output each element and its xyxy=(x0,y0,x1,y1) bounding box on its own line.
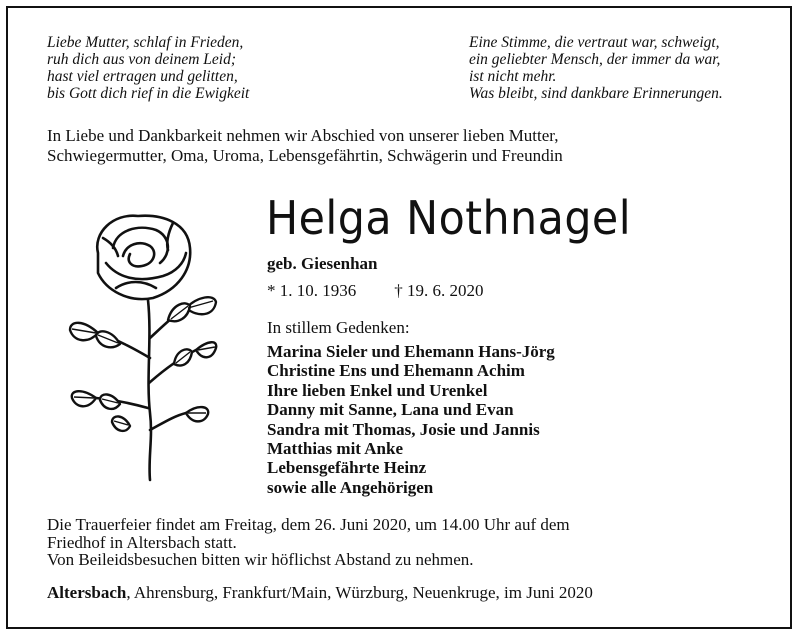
intro-line: In Liebe und Dankbarkeit nehmen wir Abschied von unserer lieben Mutter, xyxy=(47,126,559,145)
birth-name: geb. Giesenhan xyxy=(267,254,378,273)
poem-right-line: Eine Stimme, die vertraut war, schweigt, xyxy=(469,34,720,51)
poem-right-line: Was bleibt, sind dankbare Erinnerungen. xyxy=(469,85,723,102)
mourner-line: Danny mit Sanne, Lana und Evan xyxy=(267,400,514,420)
intro-text xyxy=(47,126,563,166)
mourner-line: Christine Ens und Ehemann Achim xyxy=(267,361,525,381)
memory-heading: In stillem Gedenken: xyxy=(267,318,410,337)
rose-icon xyxy=(68,208,218,483)
poem-left-line: hast viel ertragen und gelitten, xyxy=(47,68,238,85)
service-line: Von Beileidsbesuchen bitten wir höflichst Abstand zu nehmen. xyxy=(47,550,474,569)
service-line: Friedhof in Altersbach statt. xyxy=(47,532,237,552)
service-info xyxy=(47,516,570,569)
place-town: Altersbach xyxy=(47,583,127,602)
service-line: Die Trauerfeier findet am Freitag, dem 26. Juni 2020, um 14.00 Uhr auf dem xyxy=(47,515,570,534)
mourner-line: Sandra mit Thomas, Josie und Jannis xyxy=(267,419,540,439)
mourner-line: sowie alle Angehörigen xyxy=(267,477,434,497)
poem-right-line: ein geliebter Mensch, der immer da war, xyxy=(469,51,721,68)
poem-left-line: Liebe Mutter, schlaf in Frieden, xyxy=(47,34,244,51)
birth-date: * 1. 10. 1936 xyxy=(267,281,357,300)
mourner-line: Marina Sieler und Ehemann Hans-Jörg xyxy=(267,342,555,361)
poem-left-line: bis Gott dich rief in die Ewigkeit xyxy=(47,85,250,102)
poem-left-line: ruh dich aus von deinem Leid; xyxy=(47,51,236,68)
mourner-line: Lebensgefährte Heinz xyxy=(267,458,427,478)
death-date: † 19. 6. 2020 xyxy=(394,281,484,300)
mourner-line: Matthias mit Anke xyxy=(267,439,403,459)
poem-right xyxy=(469,34,723,102)
poem-right-line: ist nicht mehr. xyxy=(469,68,557,85)
intro-line: Schwiegermutter, Oma, Uroma, Lebensgefährtin, Schwägerin und Freundin xyxy=(47,146,563,165)
mourner-line: Ihre lieben Enkel und Urenkel xyxy=(267,380,488,400)
poem-left xyxy=(47,34,249,102)
place-date-line xyxy=(47,583,593,603)
place-rest: , Ahrensburg, Frankfurt/Main, Würzburg, Neuenkruge, im Juni 2020 xyxy=(126,583,593,602)
life-dates xyxy=(267,281,484,301)
mourners-list xyxy=(267,342,555,497)
deceased-name: Helga Nothnagel xyxy=(266,191,632,245)
